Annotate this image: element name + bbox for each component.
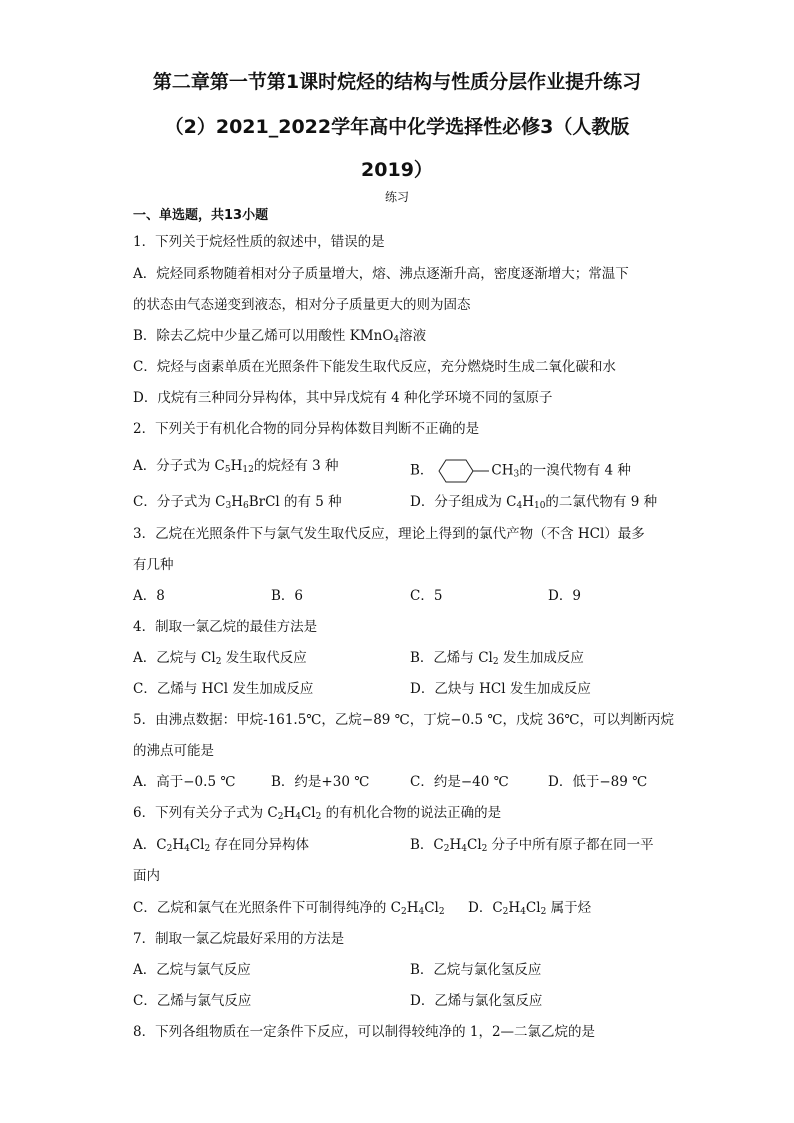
methylcyclohexane-structure <box>433 457 491 485</box>
question-stem: 2．下列关于有机化合物的同分异构体数目判断不正确的是 <box>133 421 480 437</box>
question-stem: 5．由沸点数据：甲烷-161.5℃，乙烷−89 ℃，丁烷−0.5 ℃，戊烷 36℃，可以判断丙烷 <box>133 712 675 728</box>
option-b: B．约是+30 ℃ <box>271 774 370 790</box>
option-b: B．乙烷与氯化氢反应 <box>410 962 542 978</box>
question-stem: 7．制取一氯乙烷最好采用的方法是 <box>133 931 345 947</box>
option-d: D．戊烷有三种同分异构体，其中异戊烷有 4 种化学环境不同的氢原子 <box>133 390 553 406</box>
option-b: B．乙烯与 $Cl_2$ 发生加成反应 <box>410 650 584 667</box>
option-d: D．9 <box>548 588 581 604</box>
option-d: D．$C_2H_4Cl_2$ 属于烃 <box>468 900 592 917</box>
option-c: C．乙烯与氯气反应 <box>133 993 252 1009</box>
option-a-continued: 的状态由气态递变到液态，相对分子质量更大的则为固态 <box>133 297 471 313</box>
option-d: D．乙炔与 HCl 发生加成反应 <box>410 681 591 697</box>
option-c: C．5 <box>410 588 443 604</box>
option-a: A．高于−0.5 ℃ <box>133 774 236 790</box>
option-b: B．6 <box>271 588 304 604</box>
question-stem-continued: 有几种 <box>133 557 174 573</box>
question-stem: 1．下列关于烷烃性质的叙述中，错误的是 <box>133 234 385 250</box>
option-a: A．$C_2H_4Cl_2$ 存在同分异构体 <box>133 837 310 854</box>
option-b-continued: 面内 <box>133 868 160 884</box>
option-a: A．烷烃同系物随着相对分子质量增大，熔、沸点逐渐升高，密度逐渐增大；常温下 <box>133 266 629 282</box>
option-d: D．分子组成为 $C_4H_{10}$的二氯代物有 9 种 <box>410 494 658 511</box>
question-stem-continued: 的沸点可能是 <box>133 743 214 759</box>
option-a: A．乙烷与 $Cl_2$ 发生取代反应 <box>133 650 307 667</box>
option-a: A．8 <box>133 588 165 604</box>
option-c: C．烷烃与卤素单质在光照条件下能发生取代反应，充分燃烧时生成二氧化碳和水 <box>133 359 616 375</box>
option-d: D．乙烯与氯化氢反应 <box>410 993 543 1009</box>
option-a: A．分子式为 $C_5H_{12}$的烷烃有 3 种 <box>133 458 339 475</box>
question-stem: 8．下列各组物质在一定条件下反应，可以制得较纯净的 1，2—二氯乙烷的是 <box>133 1024 596 1040</box>
option-b: B．$C_2H_4Cl_2$ 分子中所有原子都在同一平 <box>410 837 654 854</box>
option-a: A．乙烷与氯气反应 <box>133 962 251 978</box>
document-title-line-1: 第二章第一节第1课时烷烃的结构与性质分层作业提升练习 <box>152 71 642 93</box>
section-heading: 一、单选题，共13小题 <box>133 208 269 223</box>
document-title-line-2: （2）2021_2022学年高中化学选择性必修3（人教版 <box>164 116 630 138</box>
option-d: D．低于−89 ℃ <box>548 774 648 790</box>
question-stem: 6．下列有关分子式为 $C_2H_4Cl_2$ 的有机化合物的说法正确的是 <box>133 805 502 822</box>
option-c: C．乙烯与 HCl 发生加成反应 <box>133 681 314 697</box>
document-title-line-3: 2019） <box>361 159 433 181</box>
option-c: C．乙烷和氯气在光照条件下可制得纯净的 $C_2H_4Cl_2$ <box>133 900 445 917</box>
option-b: B．除去乙烷中少量乙烯可以用酸性 KMnO$_4$溶液 <box>133 328 427 345</box>
document-subtitle: 练习 <box>384 190 409 204</box>
question-stem: 3．乙烷在光照条件下与氯气发生取代反应，理论上得到的氯代产物（不含 HCl）最多 <box>133 526 645 542</box>
option-c: C．分子式为 $C_3H_6BrCl$ 的有 5 种 <box>133 494 342 511</box>
option-c: C．约是−40 ℃ <box>410 774 509 790</box>
option-b: B． $CH_3$的一溴代物有 4 种 <box>410 457 631 485</box>
question-stem: 4．制取一氯乙烷的最佳方法是 <box>133 619 318 635</box>
